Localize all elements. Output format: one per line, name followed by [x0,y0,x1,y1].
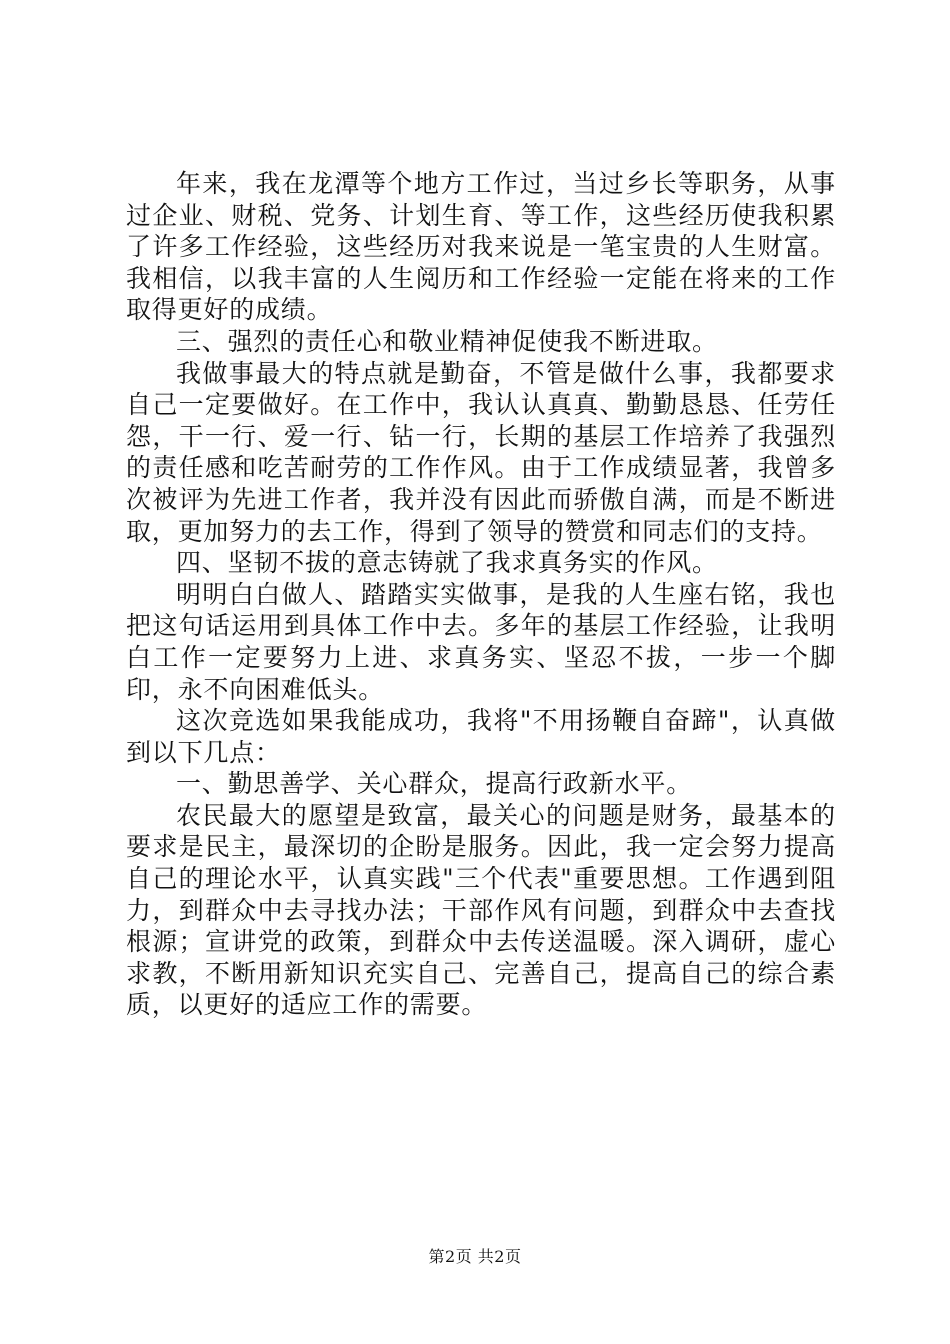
paragraph: 明明白白做人、踏踏实实做事，是我的人生座右铭，我也把这句话运用到具体工作中去。多年的基层工作经验，让我明白工作一定要努力上进、求真务实、坚忍不拔，一步一个脚印，永不向困难低头。 [126,579,836,704]
paragraph: 这次竞选如果我能成功，我将"不用扬鞭自奋蹄"，认真做到以下几点： [126,706,836,767]
paragraph: 我做事最大的特点就是勤奋，不管是做什么事，我都要求自己一定要做好。在工作中，我认认真真、勤勤恳恳、任劳任怨，干一行、爱一行、钻一行，长期的基层工作培养了我强烈的责任感和吃苦耐劳的工作作风。由于工作成绩显著，我曾多次被评为先进工作者，我并没有因此而骄傲自满，而是不断进取，更加努力的去工作，得到了领导的赞赏和同志们的支持。 [126,358,836,546]
section-heading: 四、坚韧不拔的意志铸就了我求真务实的作风。 [176,548,718,578]
paragraph: 农民最大的愿望是致富，最关心的问题是财务，最基本的要求是民主，最深切的企盼是服务。因此，我一定会努力提高自己的理论水平，认真实践"三个代表"重要思想。工作遇到阻力，到群众中去寻找办法；干部作风有问题，到群众中去查找根源；宣讲党的政策，到群众中去传送温暖。深入调研，虚心求教，不断用新知识充实自己、完善自己，提高自己的综合素质，以更好的适应工作的需要。 [126,800,836,1020]
paragraph: 年来，我在龙潭等个地方工作过，当过乡长等职务，从事过企业、财税、党务、计划生育、等工作，这些经历使我积累了许多工作经验，这些经历对我来说是一笔宝贵的人生财富。我相信，以我丰富的人生阅历和工作经验一定能在将来的工作取得更好的成绩。 [126,169,836,325]
section-heading: 一、勤思善学、关心群众，提高行政新水平。 [176,769,693,799]
page-footer: 第2页 共2页 [428,1247,522,1266]
section-heading: 三、强烈的责任心和敬业精神促使我不断进取。 [176,326,718,356]
document-body [126,168,836,1021]
